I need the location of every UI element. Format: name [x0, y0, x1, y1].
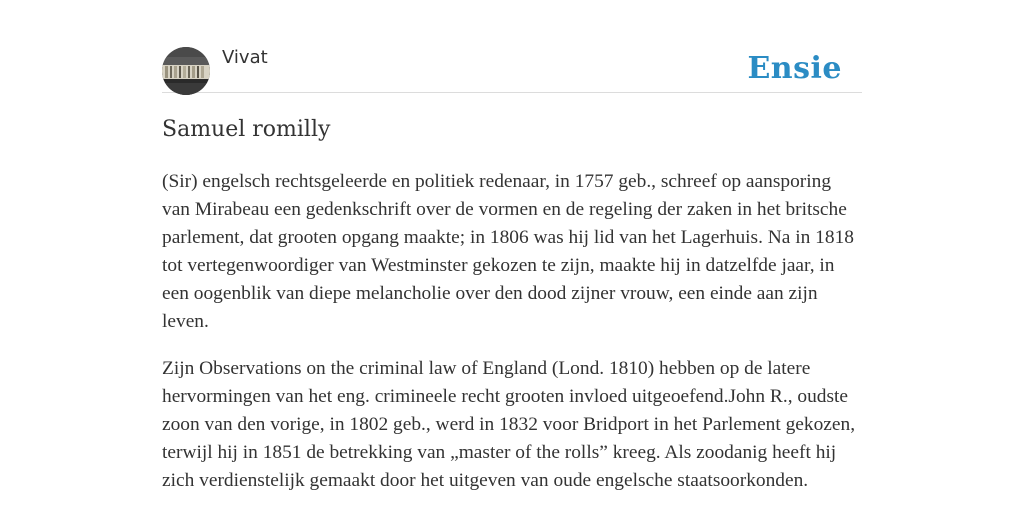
article-title: Samuel romilly — [162, 117, 331, 142]
site-logo[interactable]: Ensie — [747, 51, 842, 86]
source-name[interactable]: Vivat — [222, 47, 268, 68]
article-paragraph: Zijn Observations on the criminal law of England (Lond. 1810) hebben op de latere hervormingen van het eng. crimineele recht grooten invloed uitgeoefend.John R., oudste zoon van den vorige, in 1802 geb., werd in 1832 voor Bridport in het Parlement gekozen, terwijl hij in 1851 de betrekking van „master of the rolls” kreeg. Als zoodanig heeft hij zich verdienstelijk gemaakt door het uitgeven van oude engelsche staatsoorkonden. — [162, 358, 856, 491]
article-body — [162, 168, 862, 512]
page — [162, 0, 862, 512]
book-spines-icon — [162, 47, 210, 95]
article-paragraph: (Sir) engelsch rechtsgeleerde en politiek redenaar, in 1757 geb., schreef op aansporing van Mirabeau een gedenkschrift over de vormen en de regeling der zaken in het britsche parlement, dat grooten opgang maakte; in 1806 was hij lid van het Lagerhuis. Na in 1818 tot vertegenwoordiger van Westminster gekozen te zijn, maakte hij in datzelfde jaar, in een oogenblik van diepe melancholie over den dood zijner vrouw, een einde aan zijn leven. — [162, 171, 854, 332]
source-avatar[interactable] — [162, 47, 210, 95]
article-header — [162, 46, 862, 93]
